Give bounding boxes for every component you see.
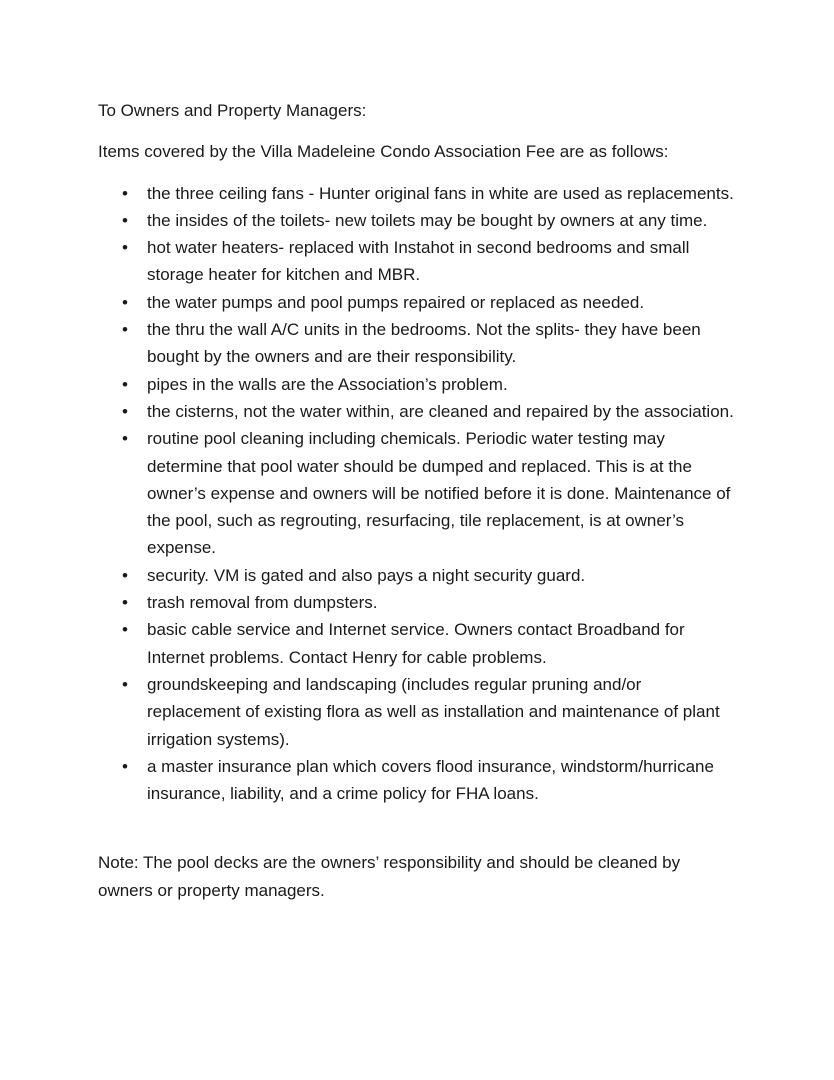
list-item-text: hot water heaters- replaced with Instahot in second bedrooms and small storage heater for kitchen and MBR. <box>147 238 690 285</box>
bullet: • <box>122 429 128 449</box>
list-item-text: a master insurance plan which covers flood insurance, windstorm/hurricane insurance, liability, and a crime policy for FHA loans. <box>147 756 714 804</box>
list-item <box>98 398 738 425</box>
bullet: • <box>122 320 128 340</box>
document-page <box>98 97 738 904</box>
list-item <box>98 180 738 207</box>
bullet: • <box>122 238 128 258</box>
bullet: • <box>122 620 128 640</box>
list-item-text: routine pool cleaning including chemicals. Periodic water testing may determine that pool water should be dumped and replaced. This is at the owner’s expense and owners will be notified before it is done. Maintenance of the pool, such as regrouting, resurfacing, tile replacement, is at owner’s expense. <box>147 429 731 558</box>
list-item <box>98 425 738 561</box>
list-item-text: the insides of the toilets- new toilets may be bought by owners at any time. <box>147 210 708 230</box>
list-item-text: the water pumps and pool pumps repaired or replaced as needed. <box>147 292 645 312</box>
list-item <box>98 207 738 234</box>
note-paragraph: Note: The pool decks are the owners’ responsibility and should be cleaned by owners or property managers. <box>98 853 681 900</box>
bullet: • <box>122 210 128 230</box>
intro-paragraph: Items covered by the Villa Madeleine Condo Association Fee are as follows: <box>98 142 669 162</box>
list-item <box>98 616 738 671</box>
list-item <box>98 234 738 289</box>
bullet: • <box>122 593 128 613</box>
list-item-text: the three ceiling fans - Hunter original fans in white are used as replacements. <box>147 183 734 203</box>
list-item-text: the thru the wall A/C units in the bedrooms. Not the splits- they have been bought by the owners and are their responsibility. <box>147 320 701 367</box>
bullet: • <box>122 674 128 694</box>
list-item <box>98 562 738 589</box>
list-item-text: groundskeeping and landscaping (includes regular pruning and/or replacement of existing flora as well as installation and maintenance of plant irrigation systems). <box>147 674 720 749</box>
list-item <box>98 316 738 371</box>
list-item <box>98 589 738 616</box>
list-item-text: security. VM is gated and also pays a night security guard. <box>147 565 586 585</box>
list-item <box>98 371 738 398</box>
list-item-text: the cisterns, not the water within, are cleaned and repaired by the association. <box>147 401 734 421</box>
covered-items-list <box>98 180 738 808</box>
bullet: • <box>122 756 128 776</box>
bullet: • <box>122 565 128 585</box>
salutation: To Owners and Property Managers: <box>98 101 367 120</box>
bullet: • <box>122 374 128 394</box>
list-item-text: trash removal from dumpsters. <box>147 593 378 613</box>
list-item-text: basic cable service and Internet service. Owners contact Broadband for Internet problems. Contact Henry for cable problems. <box>147 620 685 667</box>
list-item-text: pipes in the walls are the Association’s problem. <box>147 374 508 394</box>
bullet: • <box>122 183 128 203</box>
list-item <box>98 289 738 316</box>
bullet: • <box>122 292 128 312</box>
list-item <box>98 671 738 753</box>
list-item <box>98 753 738 808</box>
bullet: • <box>122 401 128 421</box>
